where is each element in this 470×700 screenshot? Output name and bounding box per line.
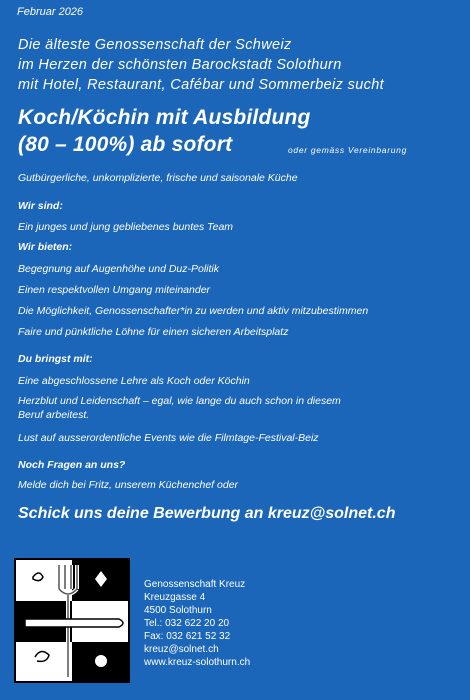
address-street: Kreuzgasse 4: [144, 592, 206, 603]
wir-bieten-item: Die Möglichkeit, Genossenschafter*in zu werden und aktiv mitzubestimmen: [18, 305, 369, 317]
address-block: [144, 578, 250, 669]
wir-bieten-item: Begegnung auf Augenhöhe und Duz-Politik: [18, 263, 220, 275]
address-website[interactable]: www.kreuz-solothurn.ch: [144, 657, 251, 668]
wir-bieten-heading: Wir bieten:: [18, 241, 73, 253]
wir-sind-text: Ein junges und jung gebliebenes buntes Team: [18, 221, 234, 233]
job-title-line-1: Koch/Köchin mit Ausbildung: [18, 106, 311, 129]
title-note: oder gemäss Vereinbarung: [288, 145, 408, 155]
job-title-line-2: (80 – 100%) ab sofort: [18, 133, 233, 156]
address-city: 4500 Solothurn: [144, 605, 212, 616]
logo-fork-knife-icon: [14, 558, 130, 683]
du-bringst-item: Eine abgeschlossene Lehre als Koch oder Köchin: [18, 375, 250, 387]
address-fax: Fax: 032 621 52 32: [144, 631, 231, 642]
du-bringst-item: Herzblut und Leidenschaft – egal, wie lange du auch schon in diesem: [18, 395, 341, 407]
du-bringst-item: Lust auf ausserordentliche Events wie die Filmtage-Festival-Beiz: [18, 432, 319, 444]
fragen-text: Melde dich bei Fritz, unserem Küchenchef oder: [18, 479, 239, 491]
intro-line-2: im Herzen der schönsten Barockstadt Solothurn: [18, 57, 342, 73]
intro-line-1: Die älteste Genossenschaft der Schweiz: [18, 37, 292, 53]
fragen-heading: Noch Fragen an uns?: [18, 459, 126, 471]
address-phone: Tel.: 032 622 20 20: [144, 618, 230, 629]
du-bringst-item: Beruf arbeitest.: [18, 409, 90, 421]
intro: [18, 35, 384, 95]
date: Februar 2026: [17, 6, 84, 18]
intro-line-3: mit Hotel, Restaurant, Cafébar und Sommerbeiz sucht: [18, 77, 385, 93]
address-email[interactable]: kreuz@solnet.ch: [144, 644, 219, 655]
address-company: Genossenschaft Kreuz: [144, 579, 246, 590]
call-to-action: Schick uns deine Bewerbung an kreuz@solnet.ch: [18, 505, 396, 522]
kitchen-style: Gutbürgerliche, unkomplizierte, frische und saisonale Küche: [18, 172, 298, 184]
wir-bieten-item: Faire und pünktliche Löhne für einen sicheren Arbeitsplatz: [18, 326, 289, 338]
wir-bieten-item: Einen respektvollen Umgang miteinander: [18, 284, 211, 296]
wir-sind-heading: Wir sind:: [18, 200, 63, 212]
du-bringst-heading: Du bringst mit:: [18, 353, 93, 365]
